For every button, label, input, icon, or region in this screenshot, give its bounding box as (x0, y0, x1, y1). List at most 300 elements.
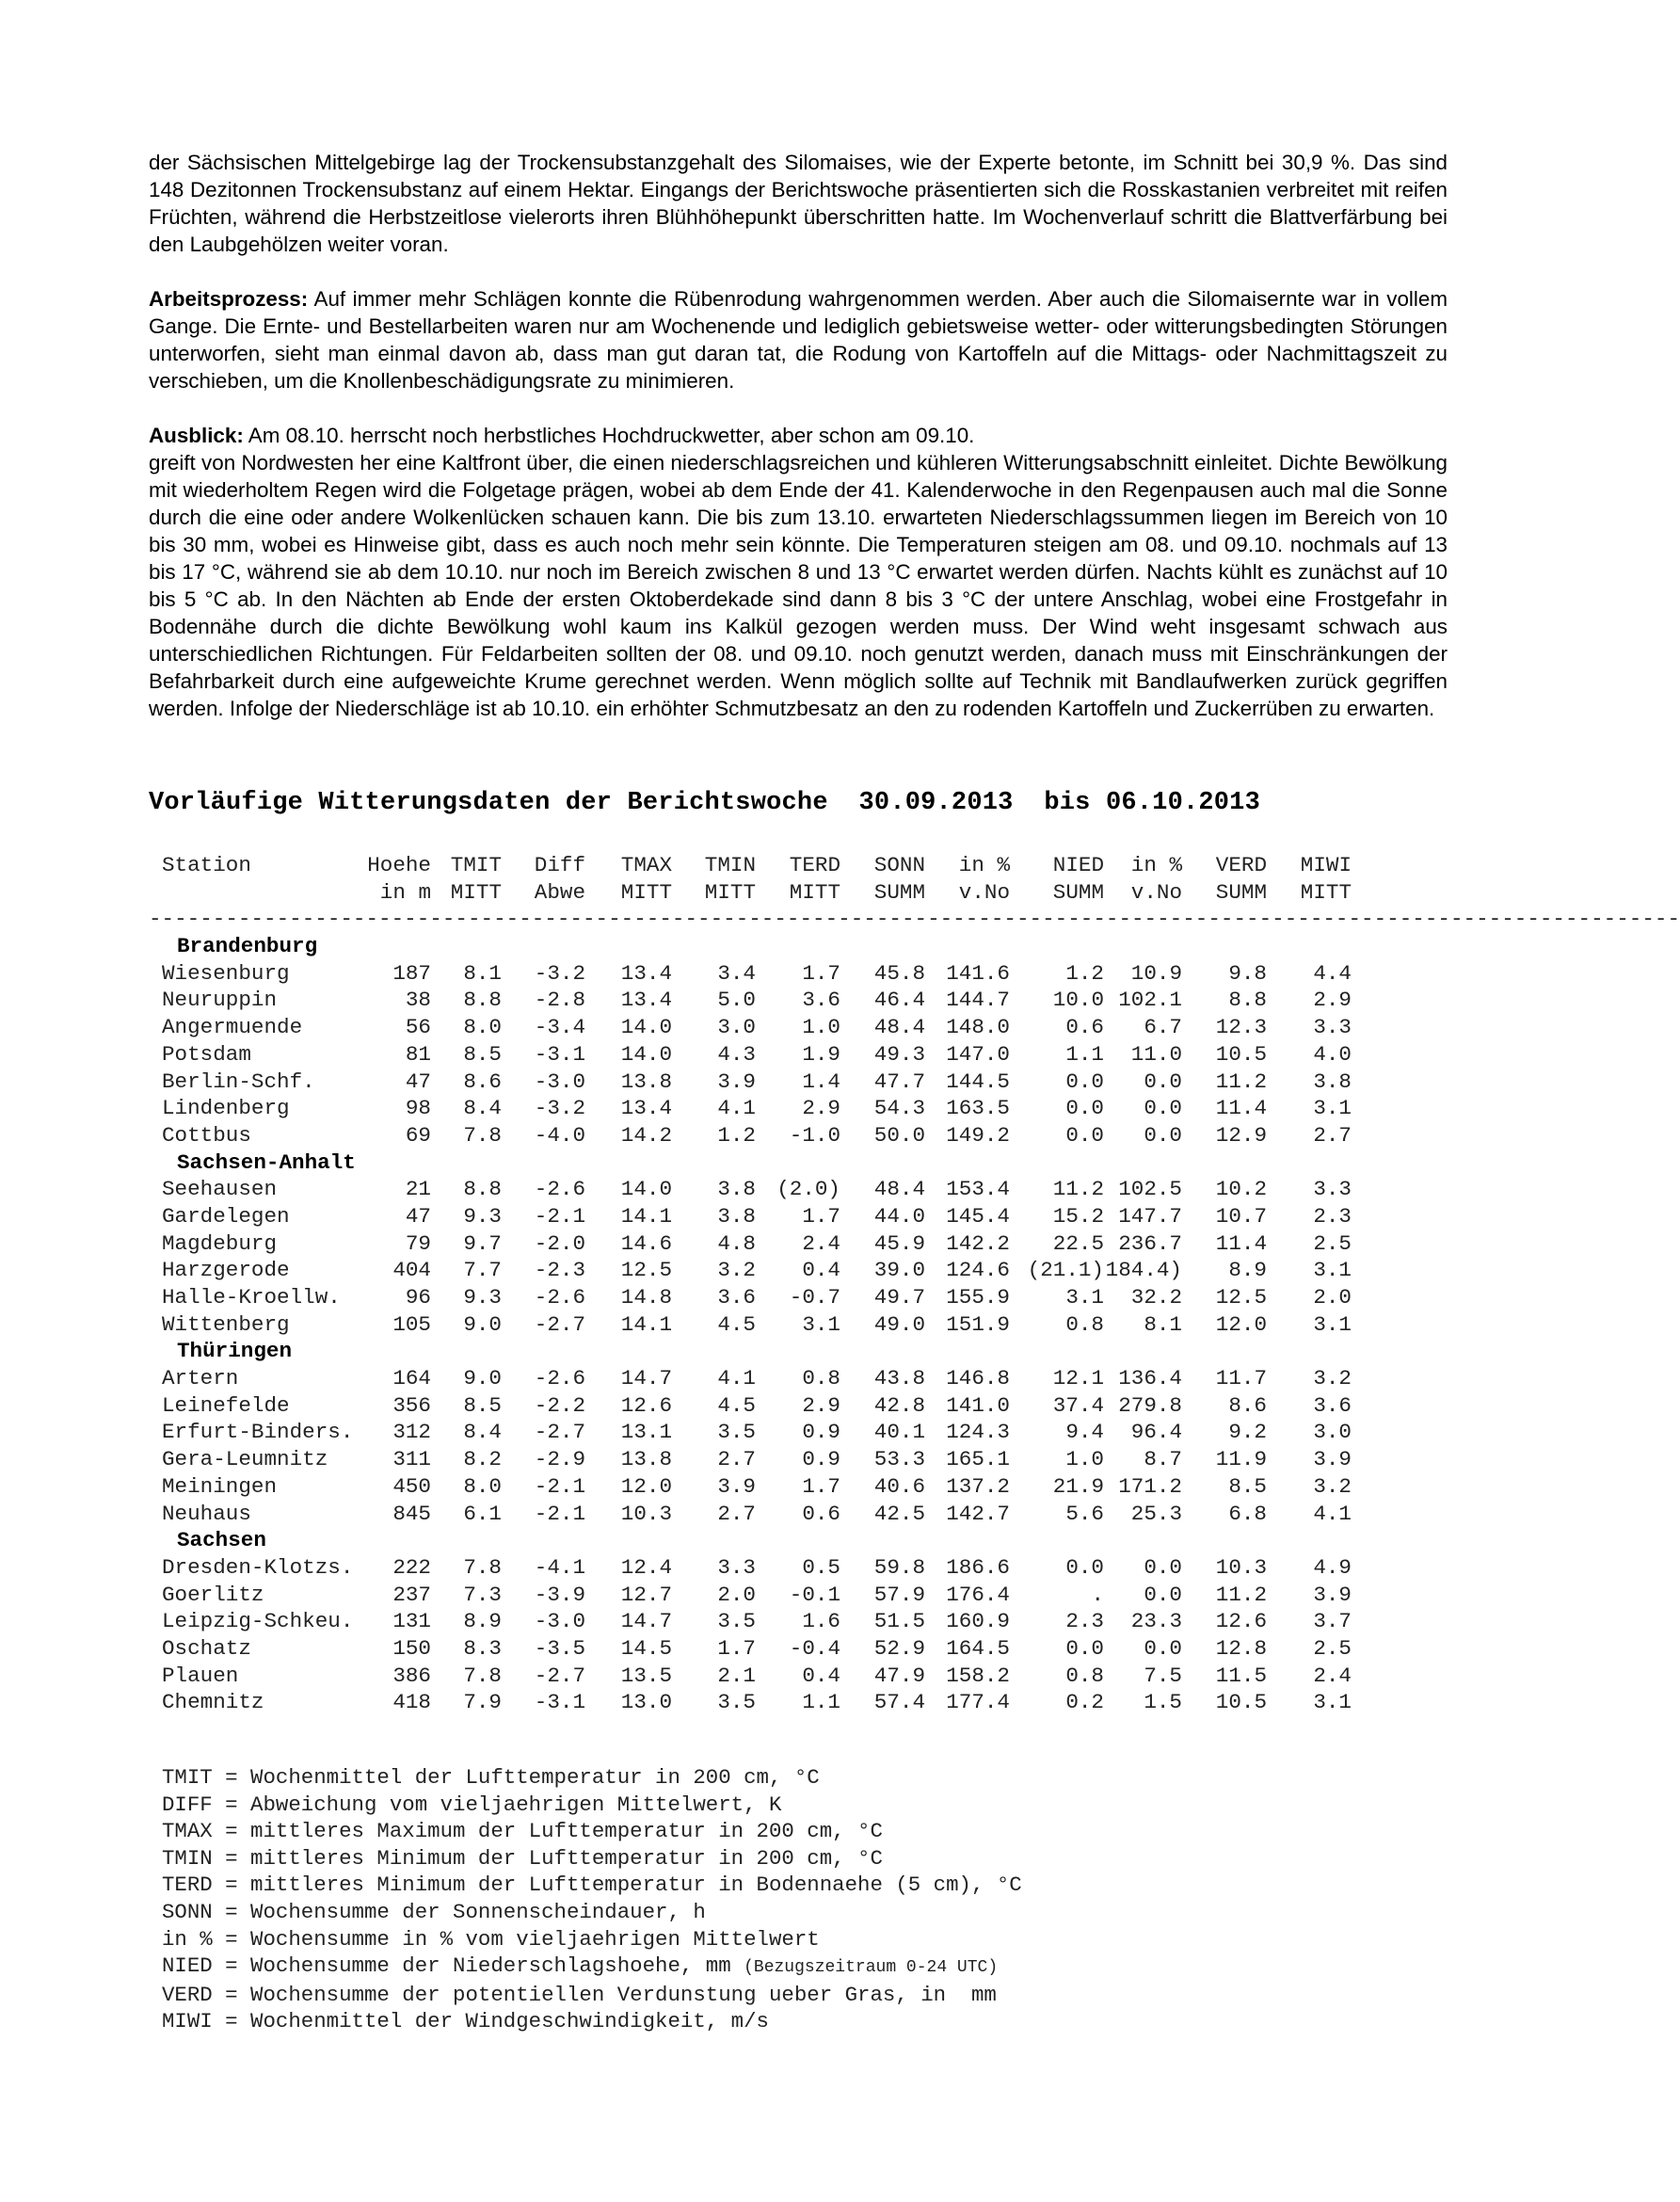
cell-tmin: 4.3 (717, 1041, 756, 1067)
legend-sonn: SONN = Wochensumme der Sonnenscheindauer, h (162, 1899, 706, 1924)
cell-terd: 1.1 (802, 1690, 840, 1715)
cell-sonn: 52.9 (873, 1635, 925, 1661)
cell-station: Lindenberg (162, 1096, 290, 1121)
table-row (149, 1555, 1410, 1583)
cell-tmin: 2.7 (717, 1447, 756, 1472)
cell-tmax: 13.8 (620, 1447, 672, 1472)
cell-nied-pct: 8.1 (1144, 1311, 1182, 1337)
cell-tmin: 3.2 (717, 1258, 756, 1283)
cell-verd: 8.8 (1228, 988, 1267, 1013)
region-heading-row (149, 1150, 1410, 1178)
cell-hoehe: 418 (392, 1690, 431, 1715)
cell-tmax: 13.4 (620, 960, 672, 986)
cell-terd: -0.7 (789, 1285, 840, 1310)
cell-tmit: 8.9 (463, 1609, 502, 1634)
header-verd: VERD (1215, 853, 1267, 877)
cell-station: Artern (162, 1366, 239, 1391)
report-text (149, 149, 1448, 722)
cell-verd: 12.3 (1215, 1015, 1267, 1040)
legend (162, 1764, 1022, 2035)
cell-nied: 0.0 (1065, 1635, 1104, 1661)
cell-diff: -2.6 (534, 1285, 585, 1310)
cell-tmin: 3.8 (717, 1177, 756, 1202)
cell-nied-pct: 147.7 (1118, 1203, 1182, 1229)
cell-diff: -2.7 (534, 1311, 585, 1337)
cell-hoehe: 38 (405, 988, 431, 1013)
cell-tmin: 3.3 (717, 1554, 756, 1580)
cell-nied: 21.9 (1052, 1473, 1104, 1499)
cell-tmin: 3.9 (717, 1069, 756, 1094)
cell-tmax: 14.1 (620, 1311, 672, 1337)
table-row (149, 1664, 1410, 1691)
cell-tmit: 8.8 (463, 988, 502, 1013)
cell-sonn-pct: 149.2 (946, 1122, 1010, 1148)
table-row (149, 1583, 1410, 1610)
cell-station: Cottbus (162, 1122, 251, 1148)
table-row (149, 1312, 1410, 1340)
cell-nied: 22.5 (1052, 1230, 1104, 1256)
header-tmin: TMIN (704, 853, 756, 877)
cell-terd: (2.0) (776, 1177, 840, 1202)
cell-station: Angermuende (162, 1015, 303, 1040)
cell-nied: 37.4 (1052, 1392, 1104, 1418)
header-nied-pct: v.No (1130, 879, 1182, 905)
cell-nied: 2.3 (1065, 1609, 1104, 1634)
cell-miwi: 3.3 (1313, 1015, 1352, 1040)
cell-sonn: 59.8 (873, 1554, 925, 1580)
legend-nied-note: (Bezugszeitraum 0-24 UTC) (744, 1958, 999, 1978)
cell-sonn: 48.4 (873, 1015, 925, 1040)
cell-nied-pct: 7.5 (1144, 1663, 1182, 1688)
cell-station: Leinefelde (162, 1392, 290, 1418)
cell-sonn: 47.9 (873, 1663, 925, 1688)
cell-sonn: 42.5 (873, 1501, 925, 1526)
cell-tmit: 9.0 (463, 1366, 502, 1391)
cell-terd: 0.9 (802, 1447, 840, 1472)
header-tmin: MITT (704, 879, 756, 905)
header-terd: MITT (789, 879, 840, 905)
cell-station: Wittenberg (162, 1311, 290, 1337)
cell-nied: 15.2 (1052, 1203, 1104, 1229)
cell-tmin: 3.5 (717, 1420, 756, 1445)
cell-tmit: 9.3 (463, 1203, 502, 1229)
cell-tmin: 2.1 (717, 1663, 756, 1688)
table-row (149, 961, 1410, 988)
cell-nied-pct: 23.3 (1130, 1609, 1182, 1634)
table-row (149, 1123, 1410, 1150)
cell-tmin: 5.0 (717, 988, 756, 1013)
table-row (149, 1015, 1410, 1042)
cell-verd: 11.9 (1215, 1447, 1267, 1472)
cell-nied: 12.1 (1052, 1366, 1104, 1391)
cell-terd: 2.4 (802, 1230, 840, 1256)
cell-diff: -3.1 (534, 1041, 585, 1067)
table-row (149, 1258, 1410, 1285)
cell-miwi: 3.7 (1313, 1609, 1352, 1634)
cell-nied: 0.0 (1065, 1554, 1104, 1580)
cell-station: Chemnitz (162, 1690, 264, 1715)
header-sonn: SONN (873, 853, 925, 877)
cell-hoehe: 311 (392, 1447, 431, 1472)
header-nied-pct: in % (1130, 853, 1182, 877)
cell-tmit: 7.3 (463, 1582, 502, 1607)
cell-tmax: 14.2 (620, 1122, 672, 1148)
cell-miwi: 2.3 (1313, 1203, 1352, 1229)
cell-tmin: 3.0 (717, 1015, 756, 1040)
cell-tmin: 4.1 (717, 1366, 756, 1391)
cell-miwi: 4.9 (1313, 1554, 1352, 1580)
cell-hoehe: 845 (392, 1501, 431, 1526)
cell-miwi: 3.3 (1313, 1177, 1352, 1202)
table-title: Vorläufige Witterungsdaten der Berichtswoche 30.09.2013 bis 06.10.2013 (149, 789, 1260, 817)
cell-tmit: 7.8 (463, 1122, 502, 1148)
cell-tmit: 9.3 (463, 1285, 502, 1310)
cell-verd: 12.6 (1215, 1609, 1267, 1634)
cell-verd: 10.5 (1215, 1041, 1267, 1067)
cell-verd: 11.2 (1215, 1069, 1267, 1094)
cell-tmit: 8.4 (463, 1420, 502, 1445)
cell-diff: -2.1 (534, 1501, 585, 1526)
cell-tmit: 8.0 (463, 1015, 502, 1040)
cell-sonn-pct: 164.5 (946, 1635, 1010, 1661)
cell-sonn-pct: 141.0 (946, 1392, 1010, 1418)
cell-hoehe: 131 (392, 1609, 431, 1634)
cell-sonn: 51.5 (873, 1609, 925, 1634)
cell-tmax: 12.0 (620, 1473, 672, 1499)
cell-terd: 0.4 (802, 1663, 840, 1688)
cell-tmit: 8.5 (463, 1392, 502, 1418)
cell-sonn: 40.6 (873, 1473, 925, 1499)
cell-miwi: 4.0 (1313, 1041, 1352, 1067)
cell-terd: 1.9 (802, 1041, 840, 1067)
cell-sonn: 40.1 (873, 1420, 925, 1445)
table-row (149, 1447, 1410, 1474)
cell-terd: 0.5 (802, 1554, 840, 1580)
cell-station: Erfurt-Binders. (162, 1420, 354, 1445)
cell-verd: 12.5 (1215, 1285, 1267, 1310)
cell-verd: 8.5 (1228, 1473, 1267, 1499)
cell-hoehe: 47 (405, 1069, 431, 1094)
cell-tmax: 14.7 (620, 1366, 672, 1391)
cell-diff: -2.7 (534, 1663, 585, 1688)
cell-diff: -3.4 (534, 1015, 585, 1040)
cell-terd: 0.8 (802, 1366, 840, 1391)
cell-tmax: 14.8 (620, 1285, 672, 1310)
legend-verd: VERD = Wochensumme der potentiellen Verdunstung ueber Gras, in mm (162, 1982, 997, 2007)
table-row (149, 1042, 1410, 1069)
cell-tmax: 13.1 (620, 1420, 672, 1445)
cell-miwi: 3.2 (1313, 1366, 1352, 1391)
cell-nied-pct: 10.9 (1130, 960, 1182, 986)
cell-diff: -2.8 (534, 988, 585, 1013)
ausblick-label: Ausblick: (149, 424, 244, 447)
legend-in-percent: in % = Wochensumme in % vom vieljaehrigen Mittelwert (162, 1926, 820, 1952)
cell-verd: 8.6 (1228, 1392, 1267, 1418)
cell-verd: 11.4 (1215, 1096, 1267, 1121)
cell-nied-pct: 136.4 (1118, 1366, 1182, 1391)
cell-terd: 3.6 (802, 988, 840, 1013)
cell-nied: . (1091, 1582, 1104, 1607)
legend-diff: DIFF = Abweichung vom vieljaehrigen Mittelwert, K (162, 1792, 782, 1817)
cell-verd: 10.3 (1215, 1554, 1267, 1580)
cell-sonn: 39.0 (873, 1258, 925, 1283)
cell-sonn-pct: 148.0 (946, 1015, 1010, 1040)
cell-hoehe: 237 (392, 1582, 431, 1607)
cell-sonn-pct: 137.2 (946, 1473, 1010, 1499)
cell-verd: 12.9 (1215, 1122, 1267, 1148)
cell-hoehe: 56 (405, 1015, 431, 1040)
cell-tmax: 14.6 (620, 1230, 672, 1256)
cell-sonn: 45.8 (873, 960, 925, 986)
cell-miwi: 3.2 (1313, 1473, 1352, 1499)
region-heading-row (149, 1528, 1410, 1555)
ausblick-first-line: Am 08.10. herrscht noch herbstliches Hochdruckwetter, aber schon am 09.10. (243, 424, 975, 447)
cell-tmit: 7.8 (463, 1554, 502, 1580)
cell-diff: -2.6 (534, 1366, 585, 1391)
cell-miwi: 3.0 (1313, 1420, 1352, 1445)
table-separator-row (149, 907, 1680, 934)
cell-tmin: 4.5 (717, 1392, 756, 1418)
cell-nied: 9.4 (1065, 1420, 1104, 1445)
table-row (149, 1420, 1410, 1447)
cell-sonn-pct: 144.7 (946, 988, 1010, 1013)
cell-diff: -2.0 (534, 1230, 585, 1256)
table-row (149, 1393, 1410, 1421)
cell-tmin: 3.6 (717, 1285, 756, 1310)
cell-terd: 1.6 (802, 1609, 840, 1634)
intro-paragraph: der Sächsischen Mittelgebirge lag der Trockensubstanzgehalt des Silomaises, wie der Experte betonte, im Schnitt bei 30,9 %. Das sind 148 Dezitonnen Trockensubstanz auf einem Hektar. Eingangs der Berichtswoche präsentierten sich die Rosskastanien verbreitet mit reifen Früchten, während die Herbstzeitlose vielerorts ihren Blühhöhepunkt überschritten hatte. Im Wochenverlauf schritt die Blattverfärbung bei den Laubgehölzen weiter voran. (149, 151, 1448, 256)
cell-nied-pct: 96.4 (1130, 1420, 1182, 1445)
cell-tmax: 13.4 (620, 1096, 672, 1121)
cell-station: Gera-Leumnitz (162, 1447, 328, 1472)
cell-terd: 0.9 (802, 1420, 840, 1445)
legend-tmit: TMIT = Wochenmittel der Lufttemperatur in 200 cm, °C (162, 1765, 820, 1790)
header-nied: SUMM (1052, 879, 1104, 905)
arbeitsprozess-paragraph (149, 285, 1448, 394)
cell-nied-pct: 279.8 (1118, 1392, 1182, 1418)
header-miwi: MIWI (1300, 853, 1352, 877)
cell-tmin: 2.0 (717, 1582, 756, 1607)
cell-nied-pct: 25.3 (1130, 1501, 1182, 1526)
table-row (149, 1636, 1410, 1664)
cell-tmax: 12.7 (620, 1582, 672, 1607)
cell-tmin: 3.8 (717, 1203, 756, 1229)
cell-terd: 1.7 (802, 1203, 840, 1229)
cell-tmin: 3.5 (717, 1690, 756, 1715)
cell-tmax: 14.0 (620, 1177, 672, 1202)
cell-sonn-pct: 153.4 (946, 1177, 1010, 1202)
cell-sonn-pct: 177.4 (946, 1690, 1010, 1715)
cell-tmax: 10.3 (620, 1501, 672, 1526)
cell-nied: 5.6 (1065, 1501, 1104, 1526)
table-header-row1 (149, 853, 1410, 880)
cell-sonn: 44.0 (873, 1203, 925, 1229)
cell-miwi: 2.9 (1313, 988, 1352, 1013)
cell-station: Potsdam (162, 1041, 251, 1067)
cell-diff: -3.2 (534, 960, 585, 986)
header-station: Station (162, 853, 251, 877)
region-heading: Sachsen (177, 1528, 266, 1553)
cell-sonn: 43.8 (873, 1366, 925, 1391)
cell-miwi: 3.1 (1313, 1311, 1352, 1337)
cell-nied-pct: 32.2 (1130, 1285, 1182, 1310)
cell-diff: -2.6 (534, 1177, 585, 1202)
cell-nied: 0.8 (1065, 1311, 1104, 1337)
cell-verd: 10.7 (1215, 1203, 1267, 1229)
cell-tmit: 8.5 (463, 1041, 502, 1067)
cell-station: Seehausen (162, 1177, 278, 1202)
cell-diff: -2.1 (534, 1203, 585, 1229)
cell-hoehe: 312 (392, 1420, 431, 1445)
table-row (149, 988, 1410, 1015)
table-row (149, 1204, 1410, 1231)
weather-table (149, 853, 1680, 1717)
cell-diff: -2.7 (534, 1420, 585, 1445)
cell-tmax: 14.7 (620, 1609, 672, 1634)
cell-terd: 1.7 (802, 1473, 840, 1499)
cell-terd: 2.9 (802, 1392, 840, 1418)
cell-miwi: 3.6 (1313, 1392, 1352, 1418)
cell-sonn-pct: 142.2 (946, 1230, 1010, 1256)
cell-terd: 1.0 (802, 1015, 840, 1040)
cell-tmit: 8.3 (463, 1635, 502, 1661)
header-diff: Abwe (534, 879, 585, 905)
table-row (149, 1690, 1410, 1717)
cell-hoehe: 164 (392, 1366, 431, 1391)
cell-miwi: 4.4 (1313, 960, 1352, 986)
cell-diff: -3.0 (534, 1069, 585, 1094)
cell-tmit: 9.0 (463, 1311, 502, 1337)
cell-tmax: 13.8 (620, 1069, 672, 1094)
cell-verd: 11.5 (1215, 1663, 1267, 1688)
header-hoehe: Hoehe (367, 853, 431, 877)
cell-nied: 10.0 (1052, 988, 1104, 1013)
cell-hoehe: 187 (392, 960, 431, 986)
cell-nied-pct: 0.0 (1144, 1554, 1182, 1580)
cell-tmax: 12.4 (620, 1554, 672, 1580)
table-row (149, 1474, 1410, 1502)
cell-sonn: 46.4 (873, 988, 925, 1013)
cell-nied: 11.2 (1052, 1177, 1104, 1202)
header-miwi: MITT (1300, 879, 1352, 905)
cell-station: Gardelegen (162, 1203, 290, 1229)
cell-sonn-pct: 142.7 (946, 1501, 1010, 1526)
legend-terd: TERD = mittleres Minimum der Lufttemperatur in Bodennaehe (5 cm), °C (162, 1873, 1022, 1898)
cell-tmit: 8.6 (463, 1069, 502, 1094)
cell-sonn-pct: 158.2 (946, 1663, 1010, 1688)
cell-miwi: 3.1 (1313, 1690, 1352, 1715)
cell-nied-pct: 0.0 (1144, 1122, 1182, 1148)
cell-diff: -2.3 (534, 1258, 585, 1283)
cell-tmit: 7.8 (463, 1663, 502, 1688)
cell-terd: 0.6 (802, 1501, 840, 1526)
cell-station: Harzgerode (162, 1258, 290, 1283)
cell-nied-pct: 102.5 (1118, 1177, 1182, 1202)
cell-station: Goerlitz (162, 1582, 264, 1607)
cell-sonn-pct: 176.4 (946, 1582, 1010, 1607)
table-row (149, 1096, 1410, 1123)
region-heading: Thüringen (177, 1339, 293, 1364)
cell-nied-pct: 236.7 (1118, 1230, 1182, 1256)
cell-hoehe: 386 (392, 1663, 431, 1688)
cell-station: Meiningen (162, 1473, 278, 1499)
cell-tmit: 7.7 (463, 1258, 502, 1283)
cell-hoehe: 96 (405, 1285, 431, 1310)
cell-terd: -1.0 (789, 1122, 840, 1148)
cell-station: Magdeburg (162, 1230, 278, 1256)
cell-diff: -3.5 (534, 1635, 585, 1661)
cell-sonn: 48.4 (873, 1177, 925, 1202)
cell-tmit: 6.1 (463, 1501, 502, 1526)
cell-sonn: 42.8 (873, 1392, 925, 1418)
cell-sonn-pct: 124.3 (946, 1420, 1010, 1445)
cell-miwi: 3.9 (1313, 1447, 1352, 1472)
cell-miwi: 2.0 (1313, 1285, 1352, 1310)
cell-tmin: 1.7 (717, 1635, 756, 1661)
cell-hoehe: 356 (392, 1392, 431, 1418)
cell-tmax: 12.6 (620, 1392, 672, 1418)
header-verd: SUMM (1215, 879, 1267, 905)
header-diff: Diff (534, 853, 585, 877)
table-row (149, 1285, 1410, 1312)
cell-sonn-pct: 151.9 (946, 1311, 1010, 1337)
cell-hoehe: 404 (392, 1258, 431, 1283)
arbeitsprozess-text: Auf immer mehr Schlägen konnte die Rübenrodung wahrgenommen werden. Aber auch die Silomaisernte war in vollem Gange. Die Ernte- und Bestellarbeiten waren nur am Wochenende und lediglich gebietsweise wetter- oder witterungsbedingten Störungen unterworfen, sieht man einmal davon ab, dass man gut daran tat, die Rodung von Kartoffeln auf die Mittags- oder Nachmittagszeit zu verschieben, um die Knollenbeschädigungsrate zu minimieren. (149, 287, 1448, 393)
header-sonn-pct: v.No (958, 879, 1010, 905)
cell-hoehe: 69 (405, 1122, 431, 1148)
legend-tmin: TMIN = mittleres Minimum der Lufttemperatur in 200 cm, °C (162, 1845, 883, 1871)
cell-verd: 11.2 (1215, 1582, 1267, 1607)
cell-nied: (21.1) (1027, 1258, 1104, 1283)
cell-verd: 8.9 (1228, 1258, 1267, 1283)
cell-terd: -0.1 (789, 1582, 840, 1607)
legend-nied-text: NIED = Wochensumme der Niederschlagshoehe, mm (162, 1953, 731, 1979)
cell-hoehe: 79 (405, 1230, 431, 1256)
cell-miwi: 2.5 (1313, 1635, 1352, 1661)
cell-station: Neuruppin (162, 988, 278, 1013)
cell-sonn-pct: 186.6 (946, 1554, 1010, 1580)
cell-miwi: 3.1 (1313, 1258, 1352, 1283)
cell-tmax: 13.5 (620, 1663, 672, 1688)
header-tmit: MITT (450, 879, 502, 905)
cell-sonn: 49.3 (873, 1041, 925, 1067)
cell-diff: -3.9 (534, 1582, 585, 1607)
cell-diff: -4.1 (534, 1554, 585, 1580)
cell-tmax: 14.0 (620, 1041, 672, 1067)
cell-nied-pct: 0.0 (1144, 1096, 1182, 1121)
cell-station: Plauen (162, 1663, 239, 1688)
cell-nied: 0.2 (1065, 1690, 1104, 1715)
table-separator: ------------------------------------------------------------------------------------------------------------------------ (149, 907, 1680, 932)
cell-nied-pct: 171.2 (1118, 1473, 1182, 1499)
cell-terd: 2.9 (802, 1096, 840, 1121)
header-nied: NIED (1052, 853, 1104, 877)
cell-terd: 1.4 (802, 1069, 840, 1094)
cell-station: Leipzig-Schkeu. (162, 1609, 354, 1634)
cell-sonn-pct: 144.5 (946, 1069, 1010, 1094)
cell-verd: 10.2 (1215, 1177, 1267, 1202)
cell-hoehe: 47 (405, 1203, 431, 1229)
cell-terd: -0.4 (789, 1635, 840, 1661)
header-terd: TERD (789, 853, 840, 877)
cell-nied: 0.6 (1065, 1015, 1104, 1040)
cell-station: Wiesenburg (162, 960, 290, 986)
cell-nied-pct: 102.1 (1118, 988, 1182, 1013)
cell-diff: -3.1 (534, 1690, 585, 1715)
cell-tmax: 14.1 (620, 1203, 672, 1229)
cell-nied: 0.0 (1065, 1069, 1104, 1094)
cell-tmit: 8.8 (463, 1177, 502, 1202)
